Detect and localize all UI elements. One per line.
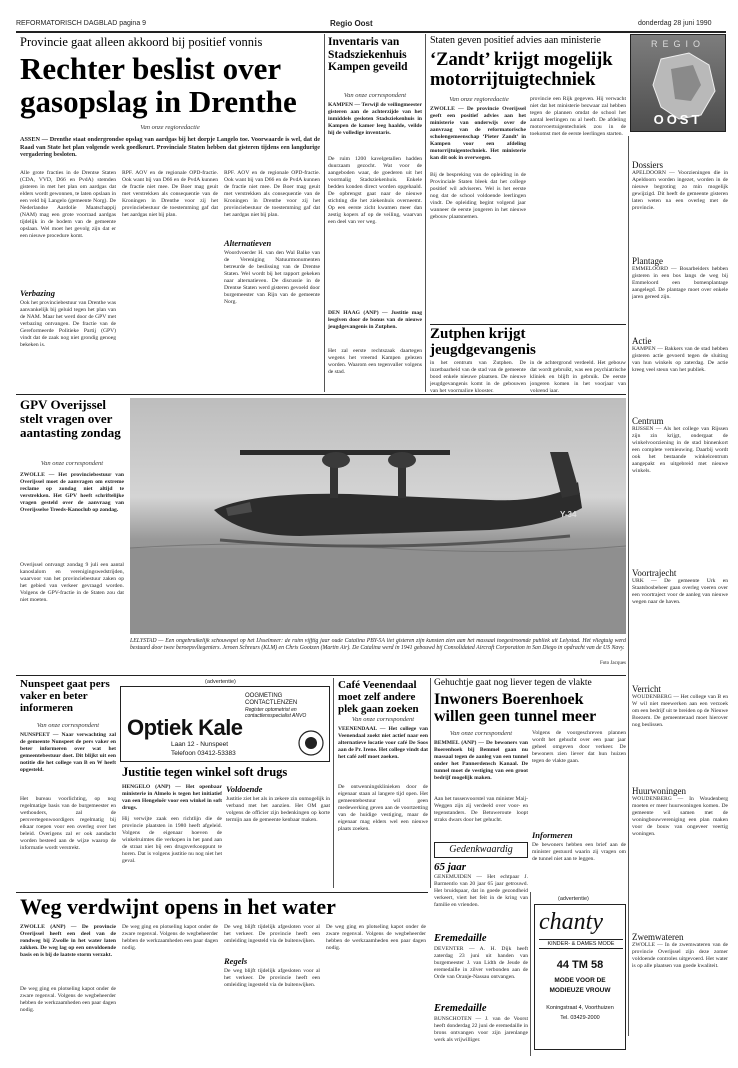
boerenhoek-kicker: Gehuchtje gaat nog liever tegen de vlakte xyxy=(434,678,592,688)
column-divider xyxy=(324,34,325,392)
running-header-section: Regio Oost xyxy=(330,19,373,28)
weg-intro: ZWOLLE (ANP) — De provincie Overijssel heeft een deel van de rondweg bij Zwolle in het water laten zakken. De weg lag op een onvoldoende basis en is bij de laatste storm verzakt. xyxy=(20,924,116,958)
zandt-kicker: Staten geven positief advies aan ministerie xyxy=(430,35,601,46)
chanty-ad[interactable] xyxy=(534,904,626,1050)
oost-word: OOST xyxy=(653,112,703,127)
sidebar-item xyxy=(632,336,728,410)
zandt-intro: ZWOLLE — De provincie Overijssel geeft een positief advies aan het ministerie van onderwijs over de aanvraag van de reformatorische scholengemeenschap ‘Pieter Zandt’ in Kampen voor een afdeling motorrijtuigentechniek. Het ministerie kan dit ook in overwegen. xyxy=(430,106,526,161)
zutphen-body: in het centrum van Zutphen. De inzetbaarheid van de stad van de gemeente bood enkele nieuwe plaatsen. De nieuwe jeugdgevangenis komt in de gebouwen van het voormalige klooster. xyxy=(430,360,526,392)
gedenkwaardig-banner xyxy=(434,842,528,858)
boerenhoek-intro: BEMMEL (ANP) — De bewoners van Boerenhoek bij Bemmel gaan nu massaal tegen de aanleg van een tunnel onder het Pannerdensch Kanaal. De tunnel moet de vestiging van een groot bedrijf mogelijk maken. xyxy=(434,740,528,781)
nunspeet-headline: Nunspeet gaat pers vaker en beter informeren xyxy=(20,678,110,714)
lead-col3: RPF. AOV en de regionale OPD-fractie. Ook want bij van D66 en de PvdA kunnen de fractie niet mee. De Boer mag geuit met verstrekken als consequentie van de Kroningen in Drenthe voor zij het provinciebestuur de toestemming gaf dat het aardgas niet bij plan. xyxy=(224,170,320,218)
cafe-body: De ontwenningsklinieken door de eigenaar staan al langere tijd open. Het gemeentebestuur wil geen medewerking geven aan de voortzetting van de huidige vestiging, maar de eigenaar mag elders wel een nieuwe plaats zoeken. xyxy=(338,784,428,832)
zandt-byline: Van onze regioredactie xyxy=(449,96,509,103)
weg-sub: Regels xyxy=(224,956,248,966)
gpv-byline: Van onze correspondent xyxy=(40,460,104,467)
column-divider xyxy=(425,34,426,392)
plane-registration: Y-34 xyxy=(560,510,577,519)
gedenk-headline: 65 jaar xyxy=(434,861,467,873)
sidebar-item-title: Zwemwateren xyxy=(632,932,684,942)
gedenk-body3: BUNSCHOTEN — J. van de Voorst heeft donderdag 22 juni de eremedaille in brons ontvangen voor zijn jarenlange werk als vrijwilliger. xyxy=(434,1016,528,1043)
seaplane-image xyxy=(130,398,626,634)
gedenk-headline2: Eremedaille xyxy=(434,933,487,944)
lead-sub-alternatieven: Alternatieven xyxy=(224,238,272,248)
lead-col1: Alle grote fracties in de Drentse Staten (CDA, VVD, D66 en PvdA) stemden gisteren in met het plan om aardgas dat elders wordt gewonnen, te laten opslaan in een veld bij Langelo (gemeente Norg). De Nederlandse Aardolie Maatschappij (NAM) mag een grote voorraad aardgas tijdelijk in de bodem van de gemeente opslaan. Wel moet het gevolg zijn dat er een nieuwe procedure komt. xyxy=(20,170,116,239)
chanty-tel: Tel. 03429-2000 xyxy=(560,1015,600,1021)
sidebar-item-text: KAMPEN — Bakkers van de stad hebben gisteren actie gevoerd tegen de sluiting van hun winkels op zaterdag. De actie kreeg veel steun van het publiek. xyxy=(632,346,728,373)
justitie-sub: Voldoende xyxy=(226,784,263,794)
section-rule xyxy=(16,675,626,676)
justitie-body: Hij verwijte zaak een richtlijn die de provincie plaatsten in 1980 heeft afgeleid. Volgens de eigenaar hoeven de winkelruimtes die verkopen in het pand aan de straat niet bij een drugsverkooppunt te horen. Dat is volgens justitie nu nog niet het geval. xyxy=(122,816,222,864)
chanty-brand: chanty xyxy=(539,909,603,935)
zutphen-body2: in de achtergrond verdeeld. Het gebouw dat wordt gebruikt, was een psychiatrische kliniek en blijft in gebruik. De eerste jongeren komen in het voorjaar van volgend jaar. xyxy=(530,360,626,392)
ad-line3: Register optometrist en xyxy=(245,707,297,713)
optiek-brand: Optiek Kale xyxy=(127,715,243,740)
weg-body: De weg ging en plotseling kapot onder de zware regenval. Volgens de wegbeheerder hebben de werkzaamheden een paar dagen nodig. xyxy=(20,986,116,1013)
chanty-phone: 44 TM 58 xyxy=(556,959,604,971)
gedenkwaardig-label: Gedenkwaardig xyxy=(449,844,513,855)
weg-body2b: De weg blijft tijdelijk afgesloten voor al het verkeer. De provincie heeft een omleiding ingesteld via de buitenwijken. xyxy=(224,968,320,988)
section-rule xyxy=(16,394,626,395)
ad-line2: CONTACTLENZEN xyxy=(245,700,298,706)
catalina-photo xyxy=(130,398,626,634)
justitie-body2: Justitie ziet het als in zekere zin onmogelijk in verband met het aanzien. Het OM gaat volgens de officier zijn bedenkingen op korte termijn aan de gemeente kenbaar maken. xyxy=(226,796,330,823)
ad-line1: OOGMETING xyxy=(245,693,283,699)
lead-sub-verbazing: Verbazing xyxy=(20,288,55,298)
inventaris-intro: KAMPEN — Terwijl de veilingmeester gisteren aan de achterzijde van het inmiddels gesloten Stadsziekenhuis in Kampen de kamer leeg haalde, veilde hij de volledige inventaris. xyxy=(328,102,422,136)
optometrist-seal-icon xyxy=(297,729,325,757)
section-rule xyxy=(16,892,428,893)
cafe-byline: Van onze correspondent xyxy=(351,716,415,723)
gpv-headline: GPV Overijssel stelt vragen over aantasting zondag xyxy=(20,397,121,440)
photo-credit: Foto Jacques xyxy=(600,661,626,666)
zutphen-rule xyxy=(430,324,626,325)
optiek-address: Laan 12 - Nunspeet xyxy=(171,741,229,748)
sidebar-item xyxy=(632,932,728,1042)
boerenhoek-body2: Volgens de voorgeschreven plannen wordt het gehucht over een paar jaar geheel omgeven door verkeer. De bewoners zien liever dat hun huizen tegen de vlakte gaan. xyxy=(532,730,626,764)
justitie-intro: HENGELO (ANP) — Het openbaar ministerie in Almelo is tegen het initiatief van een Hengeloër voor een winkel in soft drugs. xyxy=(122,784,222,811)
header-rule xyxy=(16,31,726,33)
sidebar-item-title: Plantage xyxy=(632,256,663,266)
lead-headline: Rechter beslist over gasopslag in Drenthe xyxy=(20,51,297,119)
ad-label: (advertentie) xyxy=(558,896,589,902)
inventaris-sub: DEN HAAG (ANP) — Justitie mag lesgiven door de bonus van de nieuwe jeugdgevangenis in Zutphen. xyxy=(328,310,422,330)
boerenhoek-byline: Van onze correspondent xyxy=(449,730,513,737)
chanty-tags xyxy=(539,939,623,949)
ad-label: (advertentie) xyxy=(205,679,236,685)
weg-body-col4: De weg ging en plotseling kapot onder de zware regenval. Volgens de wegbeheerder hebben de werkzaamheden een paar dagen nodig. xyxy=(326,924,426,951)
chanty-tag3: MODE xyxy=(597,941,615,947)
sidebar-item-title: Voortrajecht xyxy=(632,568,677,578)
lead-intro: ASSEN — Drenthe staat ondergrondse opslag van aardgas bij het dorpje Langelo toe. Voorwaarde is wel, dat de Raad van State het plan volgende week goedkeurt. Provinciale Staten hebben dat gisteren tijdens een langdurige vergadering besloten. xyxy=(20,136,320,158)
cafe-intro: VEENENDAAL — Het college van Veenendaal zoekt niet actief naar een alternatieve locatie voor café De Soos aan de Pr. Irene. Het college vindt dat het café zelf moet zoeken. xyxy=(338,726,428,760)
sidebar-item-text: ZWOLLE — In de zwemwateren van de provincie Overijssel zijn deze zomer voldoende controles uitgevoerd. Het water is op alle plaatsen van goede kwaliteit. xyxy=(632,942,728,969)
zandt-body: Bij de bespreking van de opleiding in de Provinciale Staten bleek dat het college positief wil adviseren. Wel is het eerste nog dat de school voldoende leerlingen vindt. De opleiding begint volgend jaar wanneer de eerste jongeren in het nieuwe gebouw plaatsnemen. xyxy=(430,172,526,220)
weg-body-col2: De weg ging en plotseling kapot onder de zware regenval. Volgens de wegbeheerder hebben de werkzaamheden een paar dagen nodig. xyxy=(122,924,218,951)
nunspeet-byline: Van onze correspondent xyxy=(36,722,100,729)
column-divider xyxy=(530,892,531,1056)
cafe-headline: Café Veenendaal moet zelf andere plek gaan zoeken xyxy=(338,679,419,715)
inventaris-body2: Het zal eerste rechtszaak daartegen wegens het vreemd Kampen gelezen worden. Waarom een tegenvaller volgens de stad. xyxy=(328,348,422,375)
nunspeet-body: Het bureau voorlichting, op nog regelmatige basis van de burgemeester en wethouders, zal de persvertegenwoordigers regelmatig bij elkaar roepen voor een overleg over het beleid. Overigens zal er ook aandacht worden besteed aan de wijze waarop de informatie wordt verstrekt. xyxy=(20,796,116,851)
regio-oost-logo xyxy=(630,34,726,132)
column-divider xyxy=(628,136,629,1036)
gedenk-headline3: Eremedaille xyxy=(434,1003,487,1014)
sidebar-item-text: RIJSSEN — Als het college van Rijssen zijn zin krijgt, ondergaat de winkelvoorziening in de stad binnenkort een complete vernieuwing. Daarbij wordt ook het bestaande winkelcentrum aangepakt en uitgebreid met nieuwe winkels. xyxy=(632,426,728,474)
running-header-date: donderdag 28 juni 1990 xyxy=(638,20,712,27)
lead-col2: RPF. AOV en de regionale OPD-fractie. Ook want bij van D66 en de PvdA kunnen de fractie niet mee. De Boer mag geuit met verstrekken als consequentie van de Kroningen in Drenthe voor zij het provinciebestuur de toestemming gaf dat het aardgas niet bij plan. xyxy=(122,170,218,218)
boerenhoek-headline: Inwoners Boerenhoek willen geen tunnel meer xyxy=(434,691,597,725)
sidebar xyxy=(632,140,728,1040)
sidebar-item xyxy=(632,786,728,936)
chanty-tag2: & DAMES xyxy=(571,941,597,947)
photo-caption: LELYSTAD — Een ongebruikelijk schouwspel op het IJsselmeer: de ruim vijftig jaar oude Catalina PBY-5A liet gisteren zijn kunsten zien aan het massaal toegestroomde publiek uit Lelystad. Het vliegtuig werd bestuurd door twee beroepsvliegeniers. Jeroen Schreurs (KLM) en Chris Gootzen (Martin Air). De Catalina werd in 1941 gebouwd bij Consolidated Aircraft Corporation in San Diego in opdracht van de US Navy. xyxy=(130,638,626,651)
zandt-headline: ‘Zandt’ krijgt mogelijk motorrijtuigtechniek xyxy=(430,50,613,90)
gedenk-body: GENEMUIDEN — Het echtpaar J. Barmentlo van 20 jaar 65 jaar getrouwd. Het bruidspaar, dat in goede gezondheid verkeert, viert het feit in de kring van familie en vrienden. xyxy=(434,874,528,908)
sidebar-item xyxy=(632,416,728,576)
boerenhoek-sub: Informeren xyxy=(532,830,573,840)
sidebar-item-title: Centrum xyxy=(632,416,664,426)
gpv-intro: ZWOLLE — Het provinciebestuur van Overijssel moet de aanvragen om extreme reclame op zondag niet altijd te verstrekken. Het GPV heeft schriftelijke vragen gesteld over de aanvraag van Overijsselse Treeds-Kanoclub op zondag. xyxy=(20,472,124,513)
gedenk-body2: DEVENTER — A. H. Dijk heeft zaterdag 23 juni uit handen van burgemeester J. van Lidth de Jeude de eremedaille in zilver verbonden aan de Orde van Oranje-Nassau ontvangen. xyxy=(434,946,528,980)
column-divider xyxy=(430,678,431,888)
lead-byline: Van onze regioredactie xyxy=(140,124,200,131)
sidebar-item-title: Actie xyxy=(632,336,652,346)
justitie-headline: Justitie tegen winkel soft drugs xyxy=(122,765,288,779)
boerenhoek-body3: De bewoners hebben een brief aan de minister gestuurd waarin zij vragen om de tunnel niet aan te leggen. xyxy=(532,842,626,862)
regio-word: REGIO xyxy=(650,39,705,49)
lead-col3b: Woordvoerder H. van den Wal Balke van de Vereniging Natuurmonumenten betreurde de beslissing van de Drentse Staten. Wel wordt bij het rapport gekeken naar alternatieven. De discussie in de Drentse Staten werd gisteren gevoeld door burgemeester van Rijn van de gemeente Norg. xyxy=(224,250,320,305)
sidebar-item xyxy=(632,568,728,688)
chanty-tag1: KINDER- xyxy=(547,941,571,947)
ad-line4: contactlensspecialist ANVO xyxy=(245,713,307,719)
sidebar-item-text: URK — De gemeente Urk en Staatsbosbeheer gaan overleg voeren over een voortraject voor de aanleg van nieuwe wegen naar de haven. xyxy=(632,578,728,605)
sidebar-item-title: Dossiers xyxy=(632,160,663,170)
lead-col1b: Ook het provinciebestuur van Drenthe was aanvankelijk bij geluid tegen het plan van de NAM. Maar het werd door de GPV met verbazing ontvangen. De fractie van de Gereformeerde Politieke Partij (GPV) vindt dat de zaak nog niet grondig genoeg bekeken is. xyxy=(20,300,116,348)
weg-headline: Weg verdwijnt opens in het water xyxy=(20,894,336,919)
chanty-line1: MODE VOOR DE xyxy=(554,977,606,984)
sidebar-item xyxy=(632,160,728,250)
running-header-left: REFORMATORISCH DAGBLAD pagina 9 xyxy=(16,20,147,27)
sidebar-item-text: APELDOORN — Voorzieningen die in Apeldoorn worden ingezet, worden in de nieuwe begroting zo min mogelijk gewijzigd. Dit heeft de gemeente gisteren laten weten na een overleg met de provincie. xyxy=(632,170,728,211)
gpv-body: Overijssel ontvangt zondag 9 juli een aantal kanoslalom en verenigingswedstrijden, waarvoor van het provinciebestuur zaken op het gebied van verkeer gevraagd worden. Volgens de GPV-fractie in de Staten zou dat niet moeten. xyxy=(20,562,124,603)
inventaris-headline: Inventaris van Stadsziekenhuis Kampen geveild xyxy=(328,36,408,73)
inventaris-body: De ruim 1200 kavelgetallen hadden duurzaam gezocht. Wat voor de aangeboden waar, de goederen uit het voormalig Stadsziekenhuis. Enkele bedden konden direct worden opgehaald. De opbrengst gaat naar de nieuwe stichting die het ziekenhuis overneemt. Op een eerste zicht kwamen meer dan zestig kopers af op de veiling, waarvan een deel van ver weg. xyxy=(328,156,422,225)
chanty-address: Koningstraat 4, Voorthuizen xyxy=(546,1005,614,1011)
zandt-body2: provincie een Rijk gegeven. Hij verwacht niet dat het ministerie bezwaar zal hebben tegen de plannen omdat de school het aantal leerlingen nu al heeft. De afdeling motorvoertuigentechniek zou in de toekomst met de eerste leerlingen starten. xyxy=(530,96,626,137)
nunspeet-intro: NUNSPEET — Naar verwachting zal de gemeente Nunspeet de pers vaker en beter informeren over wat het gemeentebestuur doet. Dit blijkt uit een notitie die het college van B en W heeft opgesteld. xyxy=(20,732,116,773)
optiek-kale-ad[interactable] xyxy=(120,686,330,762)
boerenhoek-body: Aan het tussenvoorstel van minister Maij-Weggen zijn zij verdeeld over voor- en tegenstanders. De Betuweroute loopt straks dwars door het gehucht. xyxy=(434,796,528,823)
sidebar-item-text: EMMELOORD — Bosarbeiders hebben gisteren in een bos langs de weg bij Emmeloord een bomenplantage aangelegd. De plantage moet over enkele jaren gereed zijn. xyxy=(632,266,728,300)
inventaris-byline: Van onze correspondent xyxy=(343,92,407,99)
sidebar-item-text: WOUDENBERG — In Woudenberg moeten er meer huurwoningen komen. De gemeente wil samen met de woningbouwvereniging een plan maken voor de bouw van ongeveer veertig woningen. xyxy=(632,796,728,837)
weg-body2: De weg blijft tijdelijk afgesloten voor al het verkeer. De provincie heeft een omleiding ingesteld via de buitenwijken. xyxy=(224,924,320,944)
sidebar-item-text: WOUDENBERG — Het college van B en W wil niet meewerken aan een verzoek om een bedrijf uit te breiden op de Nieuwe Boezem. De gemeenteraad moet hierover nog beslissen. xyxy=(632,694,728,728)
lead-kicker: Provincie gaat alleen akkoord bij positief vonnis xyxy=(20,35,263,49)
sidebar-item-title: Huurwoningen xyxy=(632,786,686,796)
sidebar-item xyxy=(632,256,728,330)
optiek-phone: Telefoon 03412-53383 xyxy=(171,750,236,757)
chanty-line2: MODIEUZE VROUW xyxy=(549,987,611,994)
column-divider xyxy=(333,678,334,888)
zutphen-headline: Zutphen krijgt jeugdgevangenis xyxy=(430,326,536,358)
sidebar-item-title: Verricht xyxy=(632,684,661,694)
sidebar-item xyxy=(632,684,728,790)
